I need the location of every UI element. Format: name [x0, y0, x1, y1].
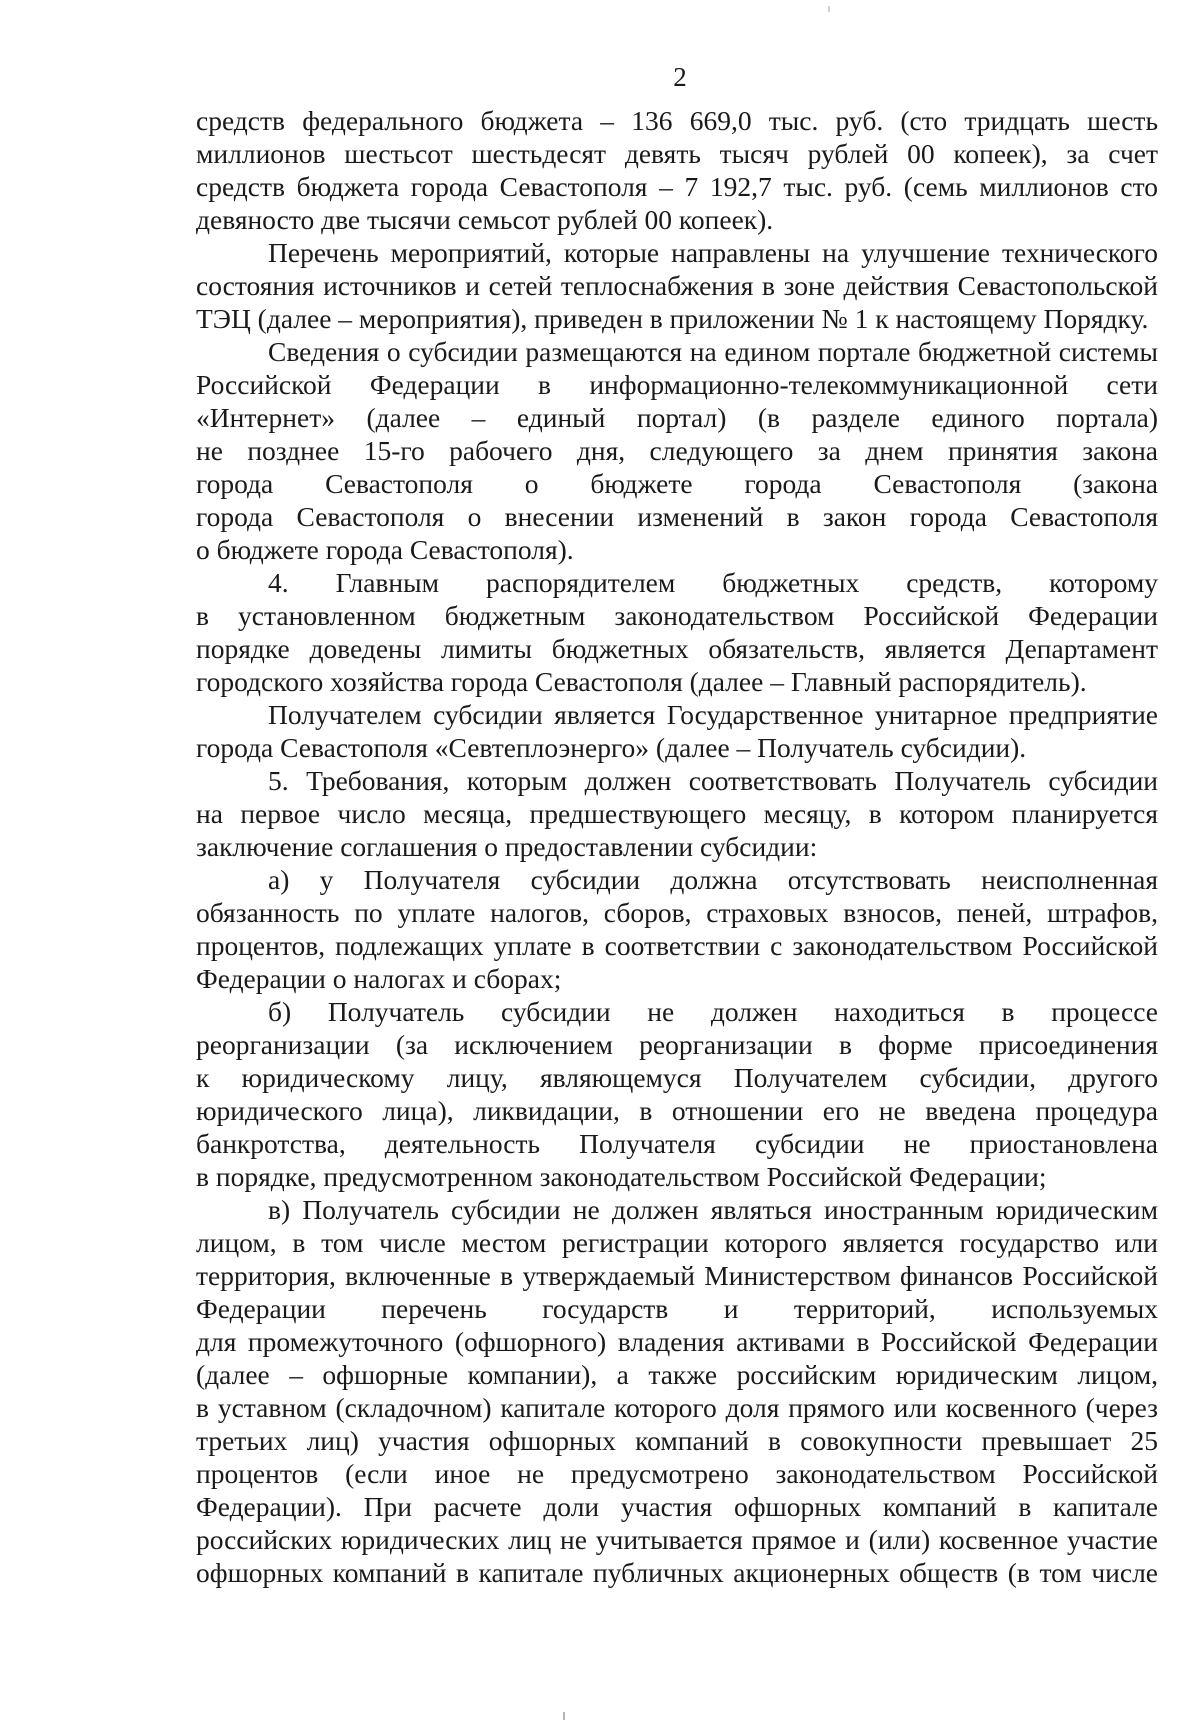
text-line: не позднее 15-го рабочего дня, следующего за днем принятия закона — [196, 435, 1158, 466]
text-line: лицом, в том числе местом регистрации которого является государство или — [196, 1227, 1158, 1258]
text-line: офшорных компаний в капитале публичных акционерных обществ (в том числе — [196, 1557, 1158, 1588]
text-line: состояния источников и сетей теплоснабжения в зоне действия Севастопольской — [196, 270, 1158, 301]
text-line: города Севастополя о внесении изменений в закон города Севастополя — [196, 501, 1158, 532]
text-line: к юридическому лицу, являющемуся Получателем субсидии, другого — [196, 1062, 1158, 1093]
text-line: в порядке, предусмотренном законодательством Российской Федерации; — [196, 1161, 1047, 1192]
text-line: а) у Получателя субсидии должна отсутствовать неисполненная — [268, 864, 1158, 895]
text-line: городского хозяйства города Севастополя (далее – Главный распорядитель). — [196, 666, 1087, 697]
text-line: ТЭЦ (далее – мероприятия), приведен в приложении № 1 к настоящему Порядку. — [196, 303, 1149, 334]
text-line: б) Получатель субсидии не должен находиться в процессе — [268, 996, 1158, 1027]
text-line: юридического лица), ликвидации, в отношении его не введена процедура — [196, 1095, 1158, 1126]
text-line: российских юридических лиц не учитывается прямое и (или) косвенное участие — [196, 1524, 1158, 1555]
page-number: 2 — [673, 62, 687, 92]
text-line: Федерации). При расчете доли участия офшорных компаний в капитале — [196, 1491, 1158, 1522]
text-line: Российской Федерации в информационно-телекоммуникационной сети — [196, 369, 1158, 400]
text-line: реорганизации (за исключением реорганизации в форме присоединения — [196, 1029, 1158, 1060]
text-line: порядке доведены лимиты бюджетных обязательств, является Департамент — [196, 633, 1158, 664]
text-line: 4. Главным распорядителем бюджетных средств, которому — [268, 567, 1158, 598]
text-line: Сведения о субсидии размещаются на едином портале бюджетной системы — [268, 336, 1158, 367]
text-line: 5. Требования, которым должен соответствовать Получатель субсидии — [268, 765, 1158, 796]
text-line: на первое число месяца, предшествующего месяцу, в котором планируется — [196, 798, 1158, 829]
text-line: для промежуточного (офшорного) владения активами в Российской Федерации — [196, 1326, 1158, 1357]
text-line: Перечень мероприятий, которые направлены на улучшение технического — [268, 237, 1158, 268]
text-line: заключение соглашения о предоставлении субсидии: — [196, 831, 818, 862]
text-line: Федерации о налогах и сборах; — [196, 963, 562, 994]
text-line: в установленном бюджетным законодательством Российской Федерации — [196, 600, 1158, 631]
scan-artifact — [828, 6, 830, 12]
text-line: девяносто две тысячи семьсот рублей 00 копеек). — [196, 204, 774, 235]
document-body — [196, 104, 1158, 1589]
text-line: средств бюджета города Севастополя – 7 192,7 тыс. руб. (семь миллионов сто — [196, 171, 1158, 202]
text-line: (далее – офшорные компании), а также российским юридическим лицом, — [196, 1359, 1158, 1390]
text-line: в) Получатель субсидии не должен являться иностранным юридическим — [268, 1194, 1158, 1225]
text-line: процентов (если иное не предусмотрено законодательством Российской — [196, 1458, 1158, 1489]
text-line: Получателем субсидии является Государственное унитарное предприятие — [268, 699, 1158, 730]
text-line: банкротства, деятельность Получателя субсидии не приостановлена — [196, 1128, 1158, 1159]
text-line: процентов, подлежащих уплате в соответствии с законодательством Российской — [196, 930, 1158, 961]
text-line: города Севастополя о бюджете города Севастополя (закона — [196, 468, 1158, 499]
text-line: «Интернет» (далее – единый портал) (в разделе единого портала) — [196, 402, 1158, 433]
text-line: Федерации перечень государств и территорий, используемых — [196, 1293, 1158, 1324]
text-line: в уставном (складочном) капитале которого доля прямого или косвенного (через — [196, 1392, 1158, 1423]
scan-artifact — [563, 1712, 565, 1720]
text-line: города Севастополя «Севтеплоэнерго» (далее – Получатель субсидии). — [196, 732, 1027, 763]
text-line: о бюджете города Севастополя). — [196, 534, 574, 565]
text-line: обязанность по уплате налогов, сборов, страховых взносов, пеней, штрафов, — [196, 897, 1158, 928]
text-line: миллионов шестьсот шестьдесят девять тысяч рублей 00 копеек), за счет — [196, 138, 1158, 169]
text-line: территория, включенные в утверждаемый Министерством финансов Российской — [196, 1260, 1158, 1291]
text-line: третьих лиц) участия офшорных компаний в совокупности превышает 25 — [196, 1425, 1158, 1456]
text-line: средств федерального бюджета – 136 669,0 тыс. руб. (сто тридцать шесть — [196, 105, 1158, 136]
